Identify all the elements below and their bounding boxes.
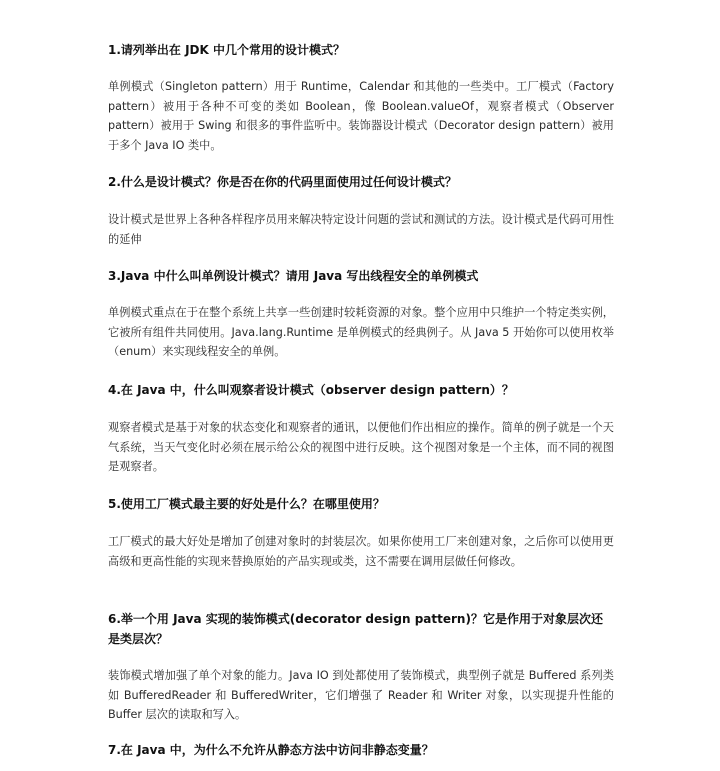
answer-3: 单例模式重点在于在整个系统上共享一些创建时较耗资源的对象。整个应用中只维护一个特定类实例，它被所有组件共同使用。Java.lang.Runtime 是单例模式的经典例子。从 Java 5 开始你可以使用枚举（enum）来实现线程安全的单例。 xyxy=(108,306,614,358)
answer-5: 工厂模式的最大好处是增加了创建对象时的封装层次。如果你使用工厂来创建对象，之后你可以使用更高级和更高性能的实现来替换原始的产品实现或类，这不需要在调用层做任何修改。 xyxy=(108,535,614,568)
question-6: 6.举一个用 Java 实现的装饰模式(decorator design pattern)？它是作用于对象层次还是类层次？ xyxy=(108,612,603,646)
question-5: 5.使用工厂模式最主要的好处是什么？在哪里使用？ xyxy=(108,497,385,511)
answer-1: 单例模式（Singleton pattern）用于 Runtime，Calendar 和其他的一些类中。工厂模式（Factory pattern）被用于各种不可变的类如 Boolean，像 Boolean.valueOf，观察者模式（Observer pattern）被用于 Swing 和很多的事件监听中。装饰器设计模式（Decorator design pattern）被用于多个 Java IO 类中。 xyxy=(108,80,614,152)
answer-2: 设计模式是世界上各种各样程序员用来解决特定设计问题的尝试和测试的方法。设计模式是代码可用性的延伸 xyxy=(108,213,614,246)
question-7: 7.在 Java 中，为什么不允许从静态方法中访问非静态变量？ xyxy=(108,743,434,757)
answer-4: 观察者模式是基于对象的状态变化和观察者的通讯，以便他们作出相应的操作。简单的例子就是一个天气系统，当天气变化时必须在展示给公众的视图中进行反映。这个视图对象是一个主体，而不同的视图是观察者。 xyxy=(108,421,614,473)
question-1: 1.请列举出在 JDK 中几个常用的设计模式？ xyxy=(108,43,345,57)
question-3: 3.Java 中什么叫单例设计模式？请用 Java 写出线程安全的单例模式 xyxy=(108,269,479,283)
answer-6: 装饰模式增加强了单个对象的能力。Java IO 到处都使用了装饰模式，典型例子就是 Buffered 系列类如 BufferedReader 和 BufferedWriter，它们增强了 Reader 和 Writer 对象，以实现提升性能的 Buffer 层次的读取和写入。 xyxy=(108,669,614,721)
question-2: 2.什么是设计模式？你是否在你的代码里面使用过任何设计模式？ xyxy=(108,175,457,189)
question-4: 4.在 Java 中，什么叫观察者设计模式（observer design pattern）？ xyxy=(108,383,514,397)
